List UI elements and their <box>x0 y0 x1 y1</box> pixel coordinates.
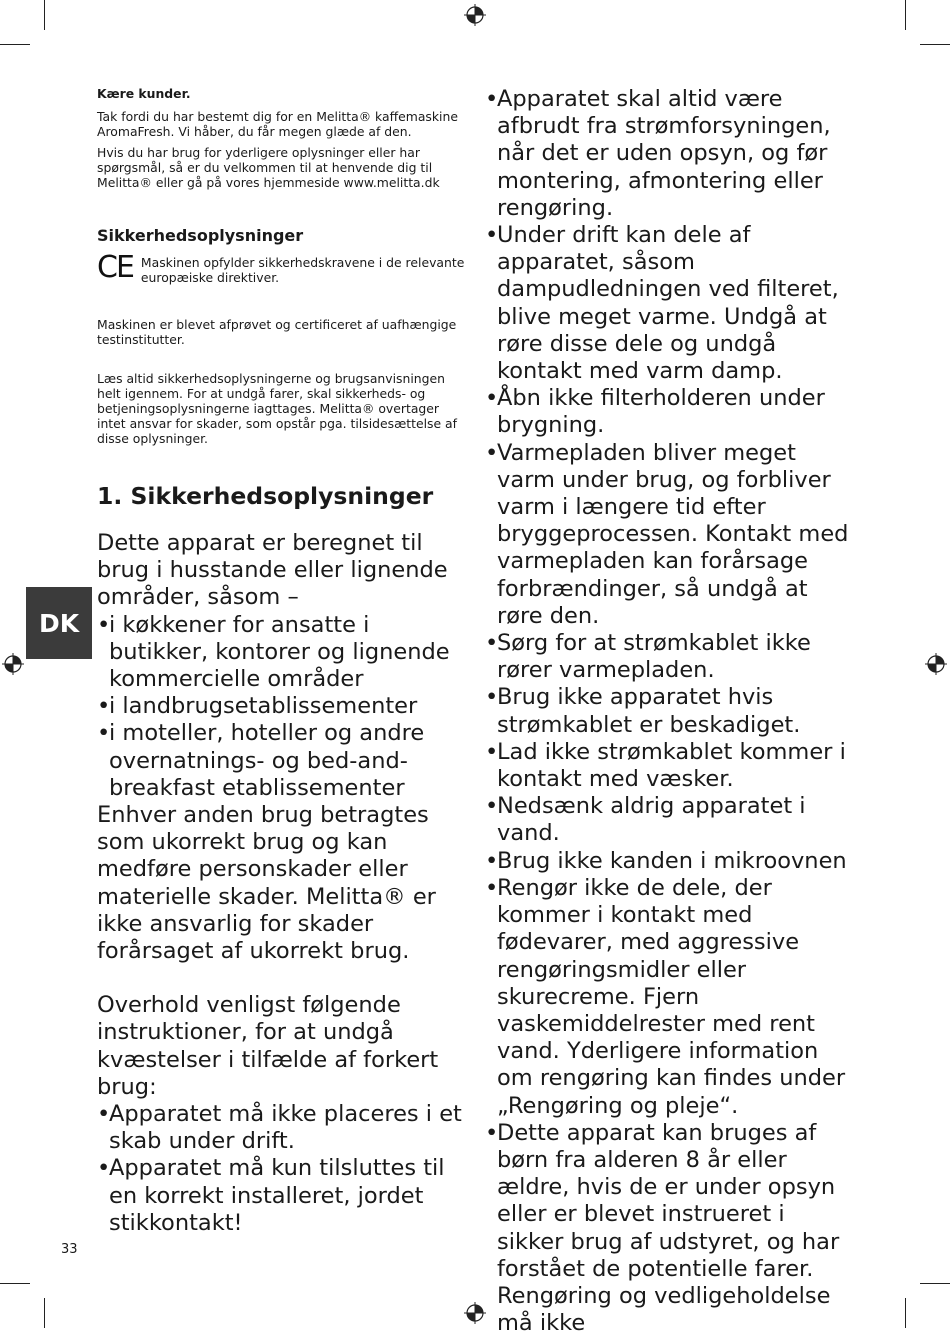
language-tab: DK <box>26 587 92 659</box>
safety-small-heading: Sikkerhedsoplysninger <box>97 226 304 245</box>
intro-paragraph: Hvis du har brug for yderligere oplysninger eller har spørgsmål, så er du velkommen til at henvende dig til Melitta® eller gå på vores hjemmeside www.melitta.dk <box>97 145 440 190</box>
left-body <box>97 530 465 1237</box>
list-item: • i køkkener for ansatte i butikker, kontorer og lignende kommercielle områder <box>97 611 450 693</box>
observe-text: Overhold venligst følgende instruktioner, for at undgå kvæstelser i tilfælde af forkert brug: <box>97 992 439 1100</box>
list-item: • Åbn ikke filterholderen under brygning. <box>485 385 825 439</box>
ce-row <box>97 250 465 285</box>
list-item: • Brug ikke kanden i mikroovnen <box>485 847 847 874</box>
ce-text: Maskinen opfylder sikkerhedskravene i de relevante europæiske direktiver. <box>140 255 465 285</box>
right-bullet-list <box>485 86 857 1337</box>
crop-mark <box>905 1298 906 1328</box>
intro-block <box>97 86 465 190</box>
list-item: • i moteller, hoteller og andre overnatnings- og bed-and-breakfast etablissementer <box>97 720 425 801</box>
section-heading: 1. Sikkerhedsoplysninger <box>97 482 434 510</box>
list-item: • Dette apparat kan bruges af børn fra alderen 8 år eller ældre, hvis de er under opsyn eller er blevet instrueret i sikker brug af udstyret, og har forstået de potentielle farer. Rengøring og vedligeholdelse må ikke <box>485 1119 840 1337</box>
list-item: • Apparatet må ikke placeres i et skab under drift. <box>97 1101 462 1155</box>
list-item: • Apparatet må kun tilsluttes til en korrekt installeret, jordet stikkontakt! <box>97 1155 445 1236</box>
list-item: • i landbrugsetablissementer <box>97 693 418 720</box>
list-item: • Lad ikke strømkablet kommer i kontakt med væsker. <box>485 738 846 793</box>
crop-mark <box>44 0 45 30</box>
crop-mark <box>920 44 950 45</box>
list-item: • Varmepladen bliver meget varm under brug, og forbliver varm i længere tid efter bryggeprocessen. Kontakt med varmepladen kan forårsage forbrændinger, så undgå at røre den. <box>485 439 849 629</box>
list-item: • Under drift kan dele af apparatet, såsom dampudledningen ved filteret, blive meget varme. Undgå at røre disse dele og undgå kontakt med varm damp. <box>485 222 839 385</box>
certified-text: Maskinen er blevet afprøvet og certificeret af uafhængige testinstitutter. <box>97 317 457 347</box>
misuse-text: Enhver anden brug betragtes som ukorrekt brug og kan medføre personskader eller materielle skader. Melitta® er ikke ansvarlig for skader forårsaget af ukorrekt brug. <box>97 802 436 965</box>
intended-use-text: Dette apparat er beregnet til brug i husstande eller lignende områder, såsom – <box>97 530 448 611</box>
registration-mark-icon <box>464 4 486 26</box>
greeting: Kære kunder. <box>97 86 191 101</box>
intended-use-list <box>97 612 465 802</box>
read-text: Læs altid sikkerhedsoplysningerne og brugsanvisningen helt igennem. For at undgå farer, skal sikkerheds- og betjeningsoplysningerne iagttages. Melitta® overtager intet ansvar for skader, som opstår pga. tilsidesættelse af disse oplysninger. <box>97 371 458 446</box>
registration-mark-icon <box>925 653 947 675</box>
crop-mark <box>920 1283 950 1284</box>
page-number: 33 <box>61 1242 78 1257</box>
registration-mark-icon <box>464 1302 486 1324</box>
list-item: • Apparatet skal altid være afbrudt fra strømforsyningen, når det er uden opsyn, og før montering, afmontering eller rengøring. <box>485 86 831 221</box>
crop-mark <box>44 1298 45 1328</box>
left-column <box>97 86 465 1237</box>
list-item: • Brug ikke apparatet hvis strømkablet er beskadiget. <box>485 684 801 738</box>
right-column <box>485 86 857 1337</box>
ce-mark-icon: CE <box>97 250 133 285</box>
intro-paragraph: Tak fordi du har bestemt dig for en Melitta® kaffemaskine AromaFresh. Vi håber, du får megen glæde af den. <box>97 109 458 139</box>
list-item: • Rengør ikke de dele, der kommer i kontakt med fødevarer, med aggressive rengøringsmidler eller skurecreme. Fjern vaskemiddelrester med rent vand. Yderligere information om rengøring kan findes under „Rengøring og pleje“. <box>485 874 846 1119</box>
registration-mark-icon <box>2 653 24 675</box>
crop-mark <box>905 0 906 30</box>
crop-mark <box>0 44 30 45</box>
list-item: • Nedsænk aldrig apparatet i vand. <box>485 793 806 847</box>
crop-mark <box>0 1283 30 1284</box>
left-bullet-list <box>97 1101 465 1237</box>
list-item: • Sørg for at strømkablet ikke rører varmepladen. <box>485 630 811 684</box>
